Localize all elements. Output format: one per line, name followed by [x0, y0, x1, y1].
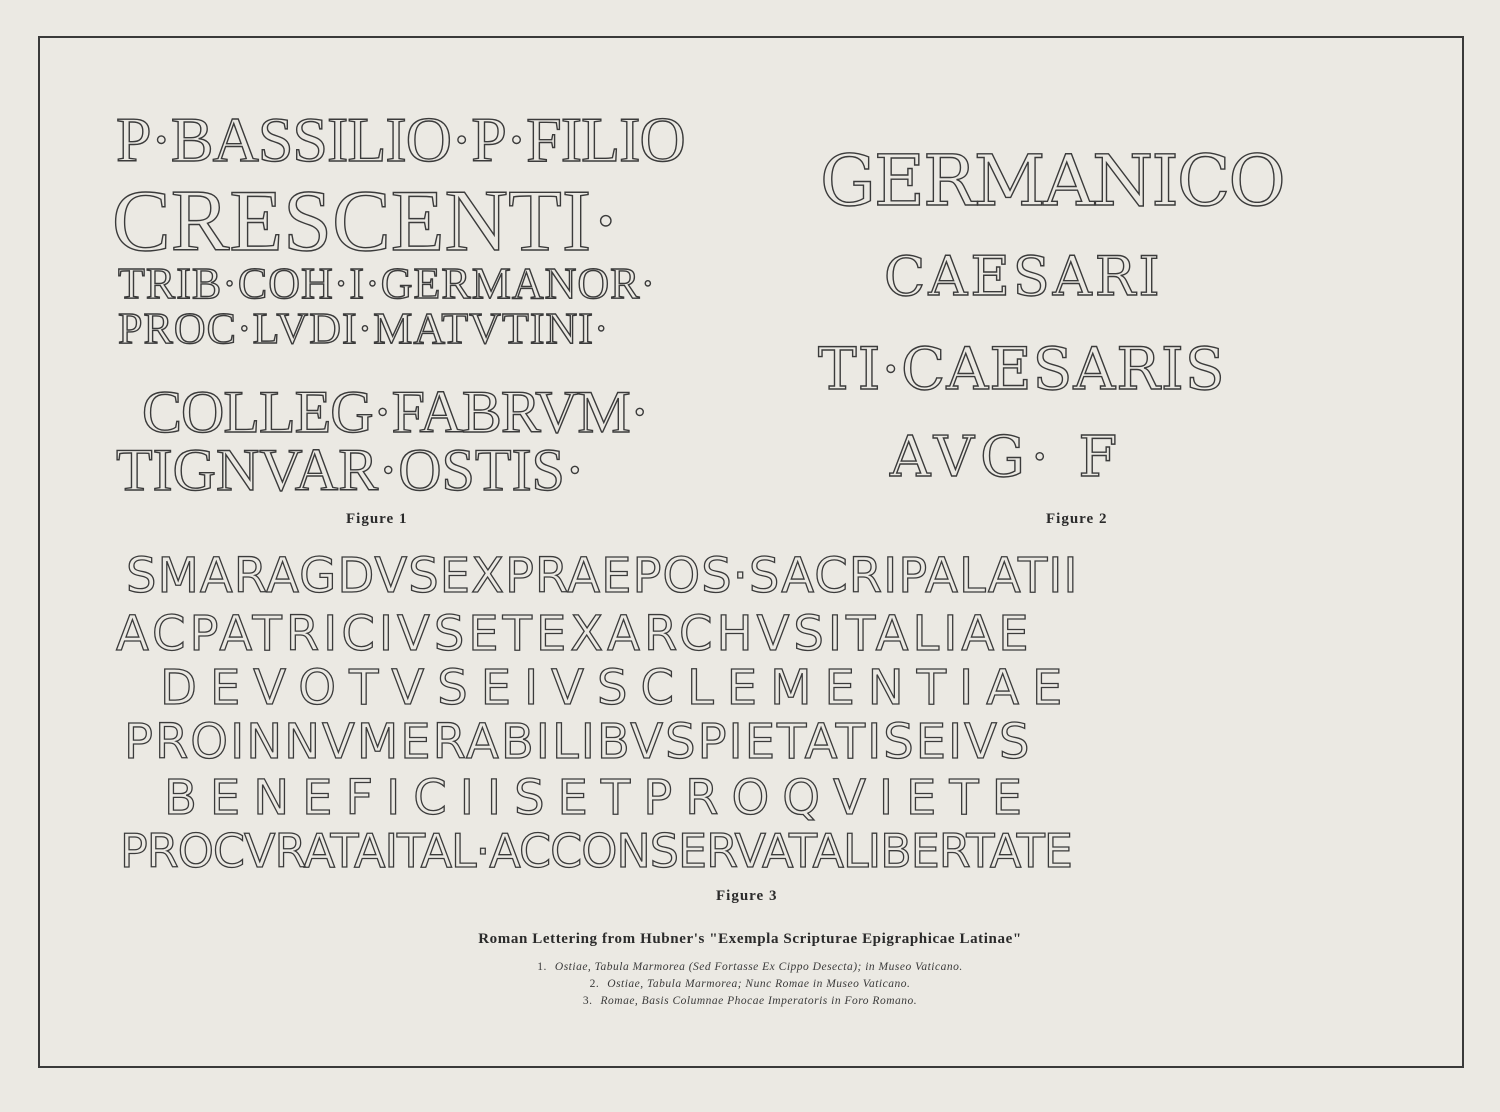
figure-3-line: SMARAGDVSEXPRAEPOS·SACRIPALATII — [126, 548, 1079, 604]
figure-1-line: P·BASSILIO·P·FILIO — [116, 104, 685, 175]
figure-3-line: PROCVRATAITAL·ACCONSERVATALIBERTATE — [120, 824, 1072, 878]
figure-1-line: CRESCENTI· — [112, 173, 621, 270]
source-line — [0, 976, 1500, 993]
source-list — [0, 959, 1500, 1010]
source-text: Ostiae, Tabula Marmorea (Sed Fortasse Ex Cippo Desecta); in Museo Vaticano. — [554, 961, 963, 973]
figure-2-line: AVG· F — [890, 425, 1124, 490]
figure-3-line: PROINNVMERABILIBVSPIETATISEIVS — [124, 714, 1032, 770]
figure-3-line: BENEFICIISETPROQVIETE — [164, 770, 1036, 826]
figure-1-line: TRIB·COH·I·GERMANOR· — [118, 259, 657, 308]
source-text: Ostiae, Tabula Marmorea; Nunc Romae in Museo Vaticano. — [607, 978, 911, 990]
source-text: Romae, Basis Columnae Phocae Imperatoris in Foro Romano. — [600, 995, 918, 1007]
figure-1-line: PROC·LVDI·MATVTINI· — [118, 304, 610, 353]
figure-3-line: DEVOTVSEIVSCLEMENTIAE — [160, 660, 1076, 716]
source-number: 2. — [589, 978, 600, 990]
plate-title: Roman Lettering from Hubner's "Exempla Scripturae Epigraphicae Latinae" — [478, 931, 1022, 947]
figure-2-line: GERMANICO — [820, 140, 1284, 222]
figure-2-caption: Figure 2 — [1046, 511, 1108, 527]
figure-2-line: CAESARI — [884, 245, 1163, 308]
source-number: 3. — [582, 995, 593, 1007]
figure-3-caption: Figure 3 — [716, 888, 778, 904]
source-line — [0, 993, 1500, 1010]
figure-3-line: ACPATRICIVSETEXARCHVSITALIAE — [116, 606, 1033, 662]
source-line — [0, 959, 1500, 976]
figure-1-caption: Figure 1 — [346, 511, 408, 527]
figure-1-line: COLLEG·FABRVM· — [142, 379, 649, 445]
figure-1-line: TIGNVAR·OSTIS· — [116, 437, 585, 503]
source-number: 1. — [537, 961, 547, 973]
figure-2-line: TI·CAESARIS — [818, 335, 1226, 403]
